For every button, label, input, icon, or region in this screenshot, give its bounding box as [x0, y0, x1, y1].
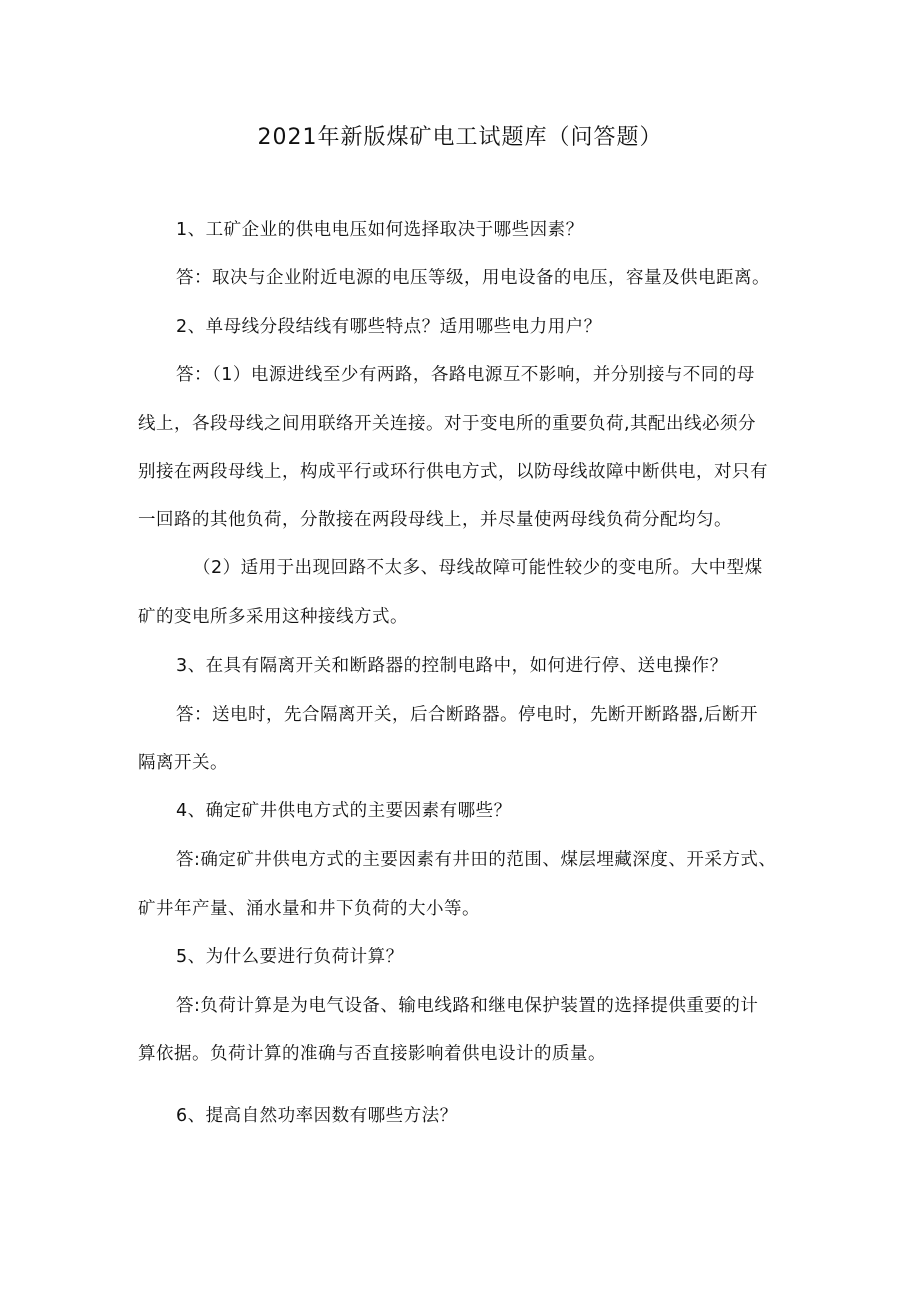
answer-2-line-5: （2）适用于出现回路不太多、母线故障可能性较少的变电所。大中型煤 [193, 558, 763, 578]
answer-5-line-2: 算依据。负荷计算的准确与否直接影响着供电设计的质量。 [138, 1044, 606, 1064]
answer-2-line-4: 一回路的其他负荷，分散接在两段母线上，并尽量使两母线负荷分配均匀。 [138, 510, 732, 530]
question-6: 6、提高自然功率因数有哪些方法？ [176, 1106, 458, 1126]
answer-1: 答：取决与企业附近电源的电压等级，用电设备的电压，容量及供电距离。 [176, 268, 770, 288]
answer-2-line-1: 答：（1）电源进线至少有两路，各路电源互不影响，并分别接与不同的母 [176, 365, 755, 385]
answer-2-line-2: 线上，各段母线之间用联络开关连接。对于变电所的重要负荷,其配出线必须分 [138, 414, 757, 434]
question-1: 1、工矿企业的供电电压如何选择取决于哪些因素？ [176, 220, 584, 240]
answer-2-line-3: 别接在两段母线上，构成平行或环行供电方式，以防母线故障中断供电，对只有 [138, 462, 768, 482]
page-title: 2021年新版煤矿电工试题库（问答题） [257, 125, 663, 150]
question-2: 2、单母线分段结线有哪些特点？适用哪些电力用户？ [176, 317, 602, 337]
answer-4-line-1: 答:确定矿井供电方式的主要因素有井田的范围、煤层埋藏深度、开采方式、 [176, 850, 777, 870]
question-3: 3、在具有隔离开关和断路器的控制电路中，如何进行停、送电操作？ [176, 656, 728, 676]
answer-2-line-6: 矿的变电所多采用这种接线方式。 [138, 607, 408, 627]
answer-4-line-2: 矿井年产量、涌水量和井下负荷的大小等。 [138, 899, 480, 919]
answer-5-line-1: 答:负荷计算是为电气设备、输电线路和继电保护装置的选择提供重要的计 [176, 996, 759, 1016]
answer-3-line-1: 答：送电时，先合隔离开关，后合断路器。停电时，先断开断路器,后断开 [176, 705, 759, 725]
question-5: 5、为什么要进行负荷计算？ [176, 947, 404, 967]
answer-3-line-2: 隔离开关。 [138, 753, 228, 773]
question-4: 4、确定矿井供电方式的主要因素有哪些？ [176, 801, 512, 821]
